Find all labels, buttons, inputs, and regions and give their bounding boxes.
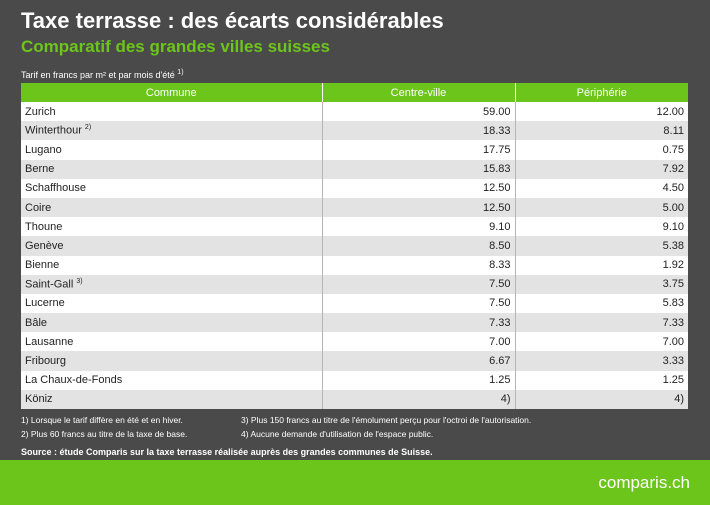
commune-name: Fribourg	[25, 355, 66, 368]
commune-cell	[21, 390, 322, 409]
peripherie-value-cell: 5.83	[515, 294, 688, 313]
commune-name: Zurich	[25, 105, 56, 118]
peripherie-value-cell: 7.92	[515, 160, 688, 179]
commune-name: Genève	[25, 239, 64, 252]
centre-value-cell: 17.75	[322, 140, 515, 159]
commune-cell	[21, 121, 322, 140]
commune-cell	[21, 179, 322, 198]
peripherie-value-cell: 7.33	[515, 313, 688, 332]
footnote-ref: 2)	[84, 124, 92, 132]
centre-value-cell: 8.50	[322, 236, 515, 255]
centre-value-cell: 7.50	[322, 294, 515, 313]
commune-name: Winterthour	[25, 125, 82, 138]
commune-cell	[21, 198, 322, 217]
commune-name: Köniz	[25, 393, 53, 406]
unit-note-text: Tarif en francs par m² et par mois d'été	[21, 70, 175, 80]
commune-cell	[21, 160, 322, 179]
commune-name: Coire	[25, 201, 52, 214]
centre-value-cell: 1.25	[322, 371, 515, 390]
table-row	[21, 351, 688, 370]
peripherie-value-cell: 0.75	[515, 140, 688, 159]
centre-value-cell: 8.33	[322, 256, 515, 275]
commune-name: Lucerne	[25, 297, 65, 310]
tariff-table	[21, 83, 688, 409]
table-row	[21, 294, 688, 313]
table-row	[21, 140, 688, 159]
centre-value-cell: 7.50	[322, 275, 515, 294]
commune-cell	[21, 313, 322, 332]
peripherie-value-cell: 5.00	[515, 198, 688, 217]
centre-value-cell: 59.00	[322, 102, 515, 121]
table-row	[21, 217, 688, 236]
table-row	[21, 256, 688, 275]
commune-name: Bienne	[25, 259, 60, 272]
table-row	[21, 179, 688, 198]
commune-name: Berne	[25, 163, 55, 176]
peripherie-value-cell: 3.33	[515, 351, 688, 370]
commune-cell	[21, 294, 322, 313]
peripherie-value-cell: 9.10	[515, 217, 688, 236]
commune-name: Saint-Gall	[25, 278, 74, 291]
commune-name: Lausanne	[25, 335, 74, 348]
page-title: Taxe terrasse : des écarts considérables	[21, 8, 444, 33]
centre-value-cell: 9.10	[322, 217, 515, 236]
commune-cell	[21, 371, 322, 390]
page-subtitle: Comparatif des grandes villes suisses	[21, 37, 330, 56]
commune-cell	[21, 351, 322, 370]
footnote: 4) Aucune demande d'utilisation de l'espace public.	[241, 429, 434, 439]
centre-value-cell: 12.50	[322, 198, 515, 217]
table-row	[21, 371, 688, 390]
unit-note-ref: 1)	[177, 69, 184, 76]
table-row	[21, 275, 688, 294]
footnote: 3) Plus 150 francs au titre de l'émolument perçu pour l'octroi de l'autorisation.	[241, 415, 532, 425]
table-row	[21, 160, 688, 179]
peripherie-value-cell: 3.75	[515, 275, 688, 294]
peripherie-value-cell: 4)	[515, 390, 688, 409]
peripherie-value-cell: 8.11	[515, 121, 688, 140]
commune-name: Thoune	[25, 220, 63, 233]
footnote: 1) Lorsque le tarif diffère en été et en hiver.	[21, 415, 183, 425]
table-row	[21, 121, 688, 140]
footnotes-right	[241, 413, 531, 441]
commune-cell	[21, 236, 322, 255]
commune-name: Lugano	[25, 143, 62, 156]
table-body	[21, 102, 688, 409]
table-header-row	[21, 83, 688, 102]
peripherie-value-cell: 1.92	[515, 256, 688, 275]
table-row	[21, 198, 688, 217]
centre-value-cell: 12.50	[322, 179, 515, 198]
centre-value-cell: 7.00	[322, 332, 515, 351]
centre-value-cell: 4)	[322, 390, 515, 409]
source-note: Source : étude Comparis sur la taxe terrasse réalisée auprès des grandes communes de Suisse.	[21, 447, 433, 457]
table-row	[21, 236, 688, 255]
column-header-centre: Centre-ville	[322, 83, 515, 102]
footnotes-left	[21, 413, 187, 441]
column-header-peripherie: Périphérie	[515, 83, 688, 102]
commune-name: Schaffhouse	[25, 182, 86, 195]
footnote: 2) Plus 60 francs au titre de la taxe de base.	[21, 429, 188, 439]
table-row	[21, 332, 688, 351]
footer-bar	[0, 460, 710, 505]
commune-cell	[21, 256, 322, 275]
unit-note	[21, 69, 184, 80]
table-row	[21, 390, 688, 409]
column-header-commune: Commune	[21, 83, 322, 102]
commune-cell	[21, 275, 322, 294]
commune-name: Bâle	[25, 316, 48, 329]
centre-value-cell: 6.67	[322, 351, 515, 370]
commune-cell	[21, 217, 322, 236]
peripherie-value-cell: 7.00	[515, 332, 688, 351]
peripherie-value-cell: 4.50	[515, 179, 688, 198]
peripherie-value-cell: 5.38	[515, 236, 688, 255]
centre-value-cell: 15.83	[322, 160, 515, 179]
table-row	[21, 313, 688, 332]
centre-value-cell: 18.33	[322, 121, 515, 140]
footnote-ref: 3)	[76, 277, 83, 285]
commune-cell	[21, 102, 322, 121]
peripherie-value-cell: 12.00	[515, 102, 688, 121]
commune-cell	[21, 332, 322, 351]
comparis-logo: comparis.ch	[598, 473, 690, 492]
commune-name: La Chaux-de-Fonds	[25, 374, 123, 387]
table-row	[21, 102, 688, 121]
centre-value-cell: 7.33	[322, 313, 515, 332]
peripherie-value-cell: 1.25	[515, 371, 688, 390]
commune-cell	[21, 140, 322, 159]
